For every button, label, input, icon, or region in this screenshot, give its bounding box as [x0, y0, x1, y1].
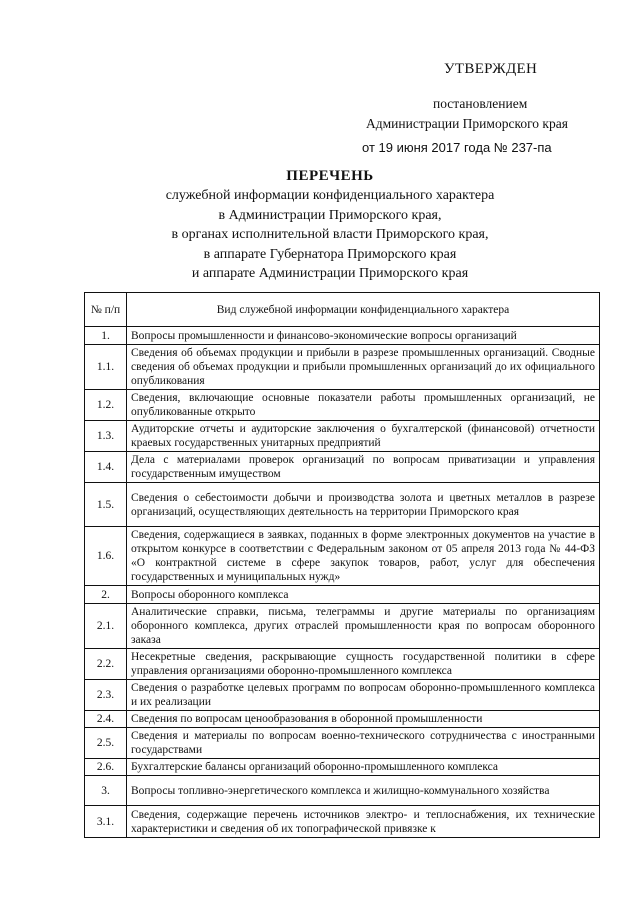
row-description: Сведения, содержащиеся в заявках, поданных в форме электронных документов на участие в открытом конкурсе в соответствии с Федеральным законом от 05 апреля 2013 года № 44-ФЗ «О контрактной системе в сфере закупок товаров, работ, услуг для обеспечения государственных и муниципальных нужд» — [127, 527, 600, 586]
approved-heading: УТВЕРЖДЕН — [444, 61, 538, 77]
row-description: Вопросы промышленности и финансово-экономические вопросы организаций — [127, 327, 600, 345]
table-row — [85, 483, 600, 527]
row-description: Дела с материалами проверок организаций по вопросам приватизации и управления государственным имуществом — [127, 452, 600, 483]
row-number: 2.6. — [85, 759, 127, 776]
row-description: Вопросы топливно-энергетического комплекса и жилищно-коммунального хозяйства — [127, 776, 600, 806]
row-description: Бухгалтерские балансы организаций оборонно-промышленного комплекса — [127, 759, 600, 776]
row-description: Сведения по вопросам ценообразования в оборонной промышленности — [127, 711, 600, 728]
table-row — [85, 806, 600, 838]
row-number: 2.5. — [85, 728, 127, 759]
title-line: в аппарате Губернатора Приморского края — [203, 246, 457, 262]
row-description: Вопросы оборонного комплекса — [127, 586, 600, 604]
table-row — [85, 345, 600, 390]
table-row — [85, 452, 600, 483]
row-description: Сведения об объемах продукции и прибыли в разрезе промышленных организаций. Сводные сведения об объемах продукции и прибыли промышленных организаций до их официального опубликования — [127, 345, 600, 390]
table-row — [85, 776, 600, 806]
title-line: служебной информации конфиденциального характера — [165, 188, 495, 203]
table-row — [85, 604, 600, 649]
table-header-row — [85, 293, 600, 327]
row-number: 1.1. — [85, 345, 127, 390]
row-description: Сведения, включающие основные показатели работы промышленных организаций, не опубликованные открыто — [127, 390, 600, 421]
approved-by-line-1: постановлением — [433, 96, 528, 111]
table-row — [85, 527, 600, 586]
row-description: Несекретные сведения, раскрывающие сущность государственной политики в сфере управления организациями оборонно-промышленного комплекса — [127, 649, 600, 680]
document-title — [100, 167, 560, 284]
table-row — [85, 680, 600, 711]
decree-date-number: от 19 июня 2017 года № 237-па — [362, 140, 552, 155]
row-description: Сведения, содержащие перечень источников электро- и теплоснабжения, их технические характеристики и сведения об их топографической привязке к — [127, 806, 600, 838]
header-info-type: Вид служебной информации конфиденциального характера — [127, 293, 600, 327]
row-description: Сведения о себестоимости добычи и производства золота и цветных металлов в разрезе организаций, осуществляющих деятельность на территории Приморского края — [127, 483, 600, 527]
title-line: и аппарате Администрации Приморского края — [191, 266, 469, 281]
row-number: 2.3. — [85, 680, 127, 711]
title-line: в органах исполнительной власти Приморского края, — [171, 227, 489, 242]
table-row — [85, 649, 600, 680]
confidential-info-table — [84, 292, 600, 838]
row-number: 3. — [85, 776, 127, 806]
row-number: 1.6. — [85, 527, 127, 586]
row-description: Сведения и материалы по вопросам военно-технического сотрудничества с иностранными государствами — [127, 728, 600, 759]
table-row — [85, 728, 600, 759]
table-row — [85, 711, 600, 728]
row-description: Сведения о разработке целевых программ по вопросам оборонно-промышленного комплекса и их реализации — [127, 680, 600, 711]
row-number: 3.1. — [85, 806, 127, 838]
row-description: Аналитические справки, письма, телеграммы и другие материалы по организациям оборонного комплекса, других отраслей промышленности края по вопросам оборонного заказа — [127, 604, 600, 649]
table-row — [85, 759, 600, 776]
row-number: 2.2. — [85, 649, 127, 680]
header-number: № п/п — [85, 293, 127, 327]
approved-by-line-2: Администрации Приморского края — [366, 116, 568, 131]
row-number: 1.4. — [85, 452, 127, 483]
row-number: 1.3. — [85, 421, 127, 452]
title-line: в Администрации Приморского края, — [218, 207, 442, 223]
row-number: 1. — [85, 327, 127, 345]
table-row — [85, 421, 600, 452]
row-number: 2. — [85, 586, 127, 604]
row-number: 1.5. — [85, 483, 127, 527]
row-number: 2.1. — [85, 604, 127, 649]
table-row — [85, 586, 600, 604]
table-row — [85, 327, 600, 345]
row-description: Аудиторские отчеты и аудиторские заключения о бухгалтерской (финансовой) отчетности краевых государственных унитарных предприятий — [127, 421, 600, 452]
row-number: 2.4. — [85, 711, 127, 728]
table-row — [85, 390, 600, 421]
title-main: ПЕРЕЧЕНЬ — [286, 168, 374, 184]
row-number: 1.2. — [85, 390, 127, 421]
